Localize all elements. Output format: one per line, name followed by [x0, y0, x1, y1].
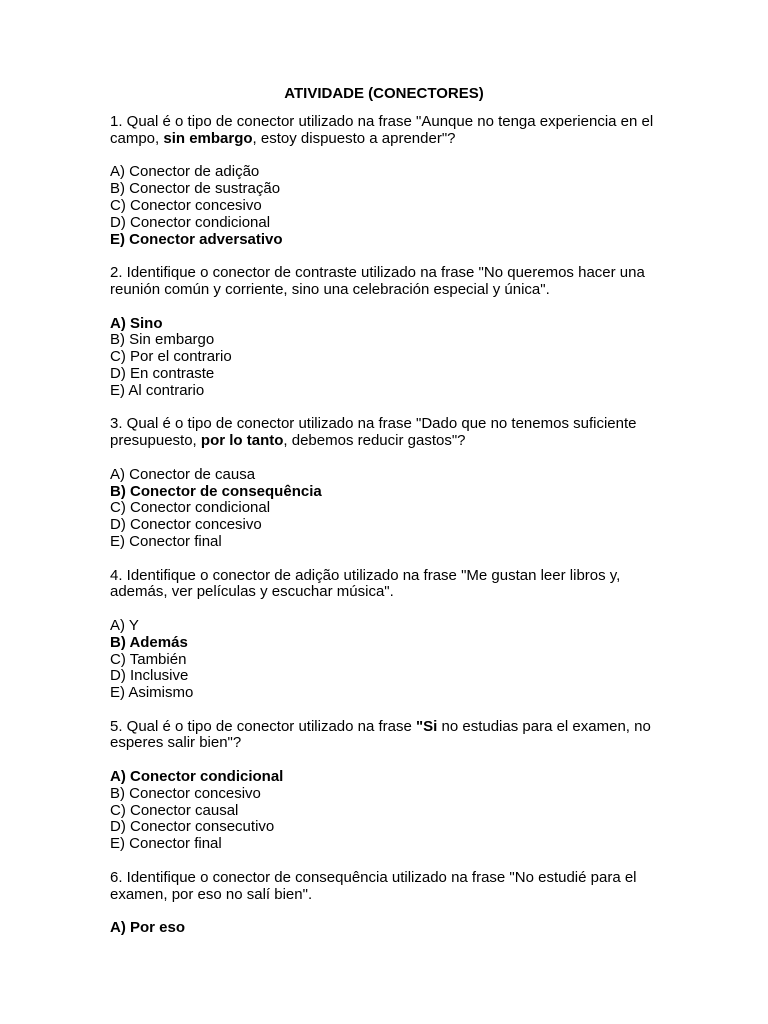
question-text-post: , estoy dispuesto a aprender"? [252, 129, 456, 147]
option: E) Conector final [110, 835, 222, 853]
option: C) Conector causal [110, 801, 239, 819]
option: A) Y [110, 616, 139, 634]
question-text-pre: 1. Qual é o tipo de conector utilizado na frase "Aunque no tenga experiencia en el campo, [110, 113, 654, 147]
question-1 [110, 114, 670, 248]
question-text-pre: 2. Identifique o conector de contraste utilizado na frase "No queremos hacer una reunión común y corriente, sino una celebración especial y única". [110, 264, 645, 298]
page-title: ATIVIDADE (CONECTORES) [284, 85, 484, 102]
options-list [110, 920, 670, 937]
options-list [110, 618, 670, 702]
option: D) Conector condicional [110, 213, 271, 231]
option: D) Conector consecutivo [110, 818, 275, 836]
question-6 [110, 870, 670, 937]
option: C) Por el contrario [110, 348, 232, 366]
option: D) Conector concesivo [110, 516, 262, 534]
question-list [110, 114, 670, 954]
option-correct: A) Sino [110, 314, 163, 332]
question-text [110, 568, 670, 602]
question-text-pre: 3. Qual é o tipo de conector utilizado na frase "Dado que no tenemos suficiente presupuesto, [110, 415, 637, 450]
option: B) Conector de sustração [110, 180, 281, 198]
option: D) En contraste [110, 364, 215, 382]
question-3 [110, 416, 670, 550]
question-4 [110, 568, 670, 702]
question-text-pre: 4. Identifique o conector de adição utilizado na frase "Me gustan leer libros y, además, ver películas y escuchar música". [110, 566, 621, 601]
option: A) Conector de adição [110, 163, 260, 181]
option: A) Conector de causa [110, 465, 256, 483]
options-list [110, 769, 670, 853]
question-2 [110, 265, 670, 399]
option-correct: B) Además [110, 633, 188, 651]
option: B) Conector concesivo [110, 784, 261, 802]
question-highlight: sin embargo [163, 129, 253, 147]
option-correct: E) Conector adversativo [110, 230, 283, 248]
option: B) Sin embargo [110, 331, 215, 349]
options-list [110, 316, 670, 400]
options-list [110, 467, 670, 551]
question-5 [110, 719, 670, 853]
option: D) Inclusive [110, 667, 189, 685]
option: E) Asimismo [110, 684, 194, 702]
question-text-pre: 6. Identifique o conector de consequência utilizado na frase "No estudié para el examen, por eso no salí bien". [110, 868, 637, 903]
option: E) Al contrario [110, 381, 205, 399]
question-text [110, 719, 670, 753]
question-text-post: no estudias para el examen, no esperes salir bien"? [110, 717, 651, 752]
question-text [110, 870, 670, 904]
options-list [110, 164, 670, 248]
question-text [110, 265, 670, 299]
question-highlight: "Si [416, 717, 438, 735]
question-text [110, 416, 670, 450]
option-correct: A) Por eso [110, 919, 186, 937]
option: E) Conector final [110, 532, 222, 550]
option-correct: A) Conector condicional [110, 768, 284, 786]
question-text-post: , debemos reducir gastos"? [283, 432, 466, 450]
option: C) Conector condicional [110, 499, 271, 517]
option: C) También [110, 650, 187, 668]
option: C) Conector concesivo [110, 196, 262, 214]
question-text-pre: 5. Qual é o tipo de conector utilizado na frase [110, 717, 417, 735]
question-highlight: por lo tanto [200, 432, 284, 450]
question-text [110, 114, 670, 148]
option-correct: B) Conector de consequência [110, 482, 322, 500]
